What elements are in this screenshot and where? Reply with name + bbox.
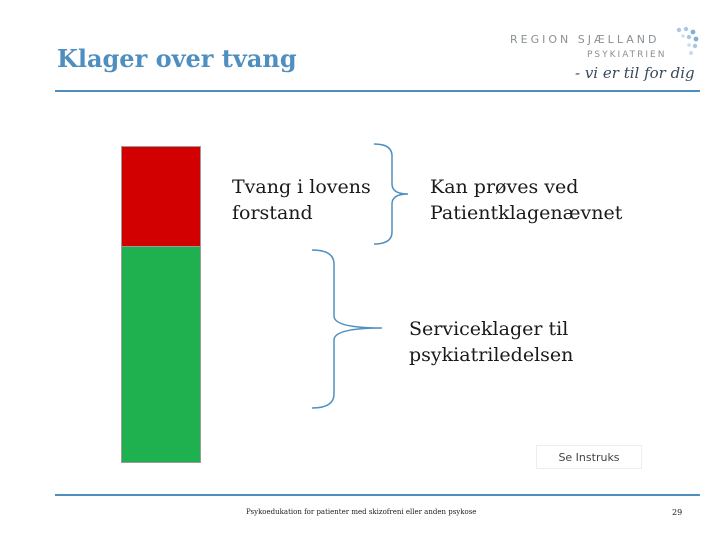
logo-text-psykiatrien: PSYKIATRIEN [587, 50, 667, 60]
page-number: 29 [672, 508, 683, 517]
header-divider [55, 90, 700, 92]
slide-title: Klager over tvang [57, 44, 297, 73]
label-patientklagenaevnet-line2: Patientklagenævnet [430, 202, 623, 224]
brace-bottom-icon [308, 246, 388, 412]
region-sjaelland-logo [505, 24, 705, 90]
label-tvang-line2: forstand [232, 202, 313, 224]
label-serviceklager-line1: Serviceklager til [409, 318, 569, 340]
footer-divider [55, 494, 700, 496]
label-tvang [232, 174, 371, 226]
bar-segment-service [121, 247, 201, 463]
label-serviceklager-line2: psykiatriledelsen [409, 344, 574, 366]
label-tvang-line1: Tvang i lovens [232, 176, 371, 198]
bar-segment-tvang [121, 146, 201, 247]
logo-dots-icon [673, 26, 699, 60]
label-patientklagenaevnet-line1: Kan prøves ved [430, 176, 579, 198]
brace-top-icon [370, 140, 410, 248]
footer-text: Psykoedukation for patienter med skizofreni eller anden psykose [246, 508, 477, 516]
logo-text-region: REGION SJÆLLAND [510, 33, 660, 46]
label-serviceklager [409, 316, 573, 368]
logo-tagline: - vi er til for dig [575, 64, 695, 82]
label-patientklagenaevnet [430, 174, 622, 226]
se-instruks-button[interactable]: Se Instruks [536, 445, 642, 469]
